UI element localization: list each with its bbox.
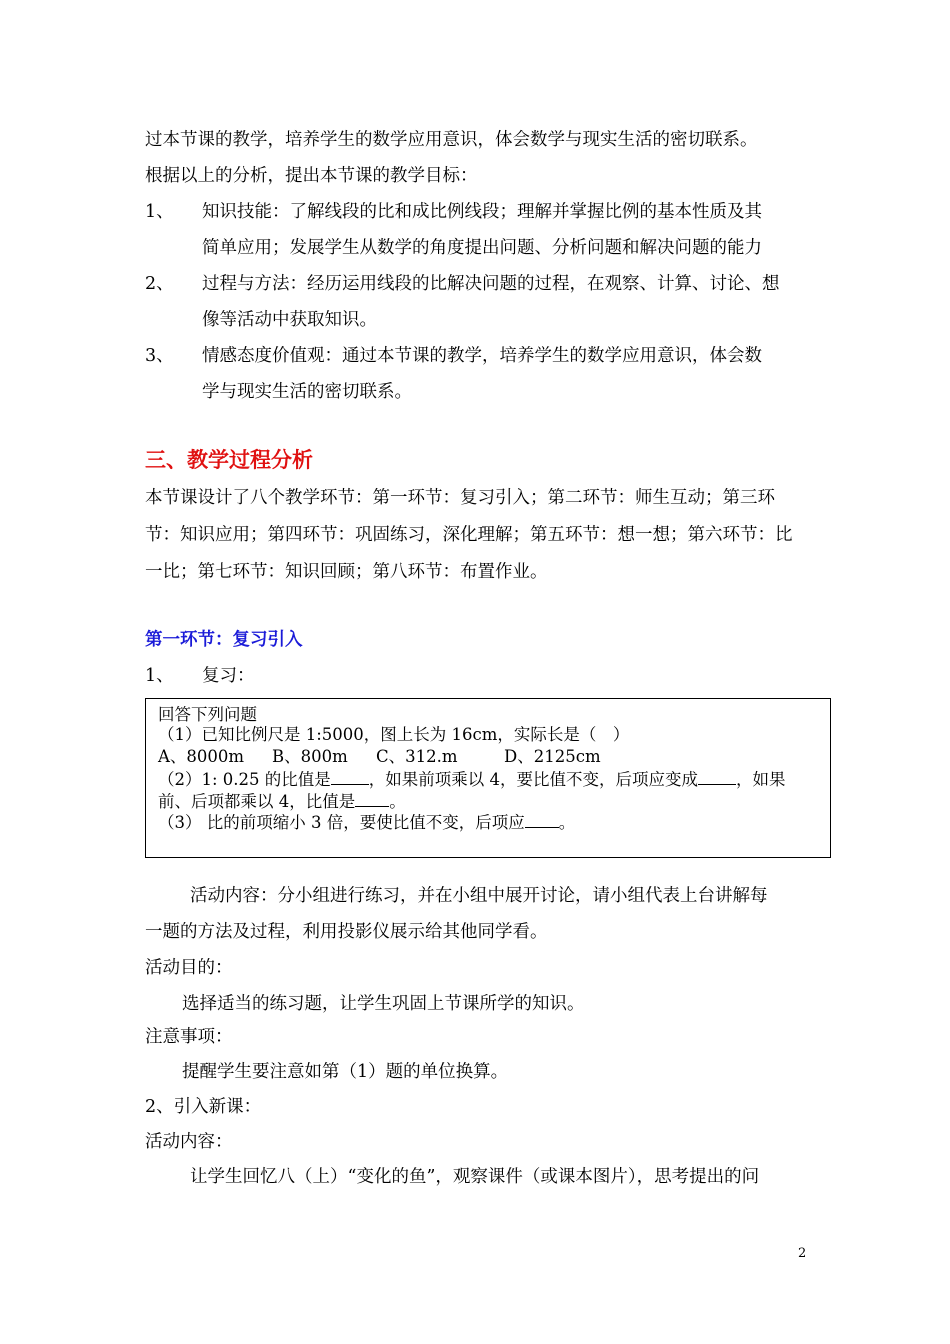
intro-line-2: 根据以上的分析，提出本节课的教学目标： (145, 166, 478, 186)
section-3-para-line-3: 一比；第七环节：知识回顾；第八环节：布置作业。 (145, 562, 548, 582)
exercise-option-b: B、800m (272, 747, 348, 766)
activity-content-label: 活动内容： (145, 1132, 233, 1152)
q2-blank-2 (698, 769, 736, 785)
q3-text-a: （3） 比的前项缩小 3 倍，要使比值不变，后项应 (158, 813, 525, 832)
step-1-heading: 第一环节：复习引入 (145, 630, 303, 650)
goal-3-line-1: 情感态度价值观：通过本节课的教学，培养学生的数学应用意识，体会数 (202, 346, 762, 366)
section-3-para-line-2: 节：知识应用；第四环节：巩固练习，深化理解；第五环节：想一想；第六环节：比 (145, 525, 793, 545)
page-number: 2 (798, 1246, 807, 1261)
goal-1-line-1: 知识技能：了解线段的比和成比例线段；理解并掌握比例的基本性质及其 (202, 202, 762, 222)
goal-2-line-2: 像等活动中获取知识。 (202, 310, 377, 330)
q2-text-b: ，如果前项乘以 4，要比值不变，后项应变成 (368, 770, 699, 789)
goal-1-line-2: 简单应用；发展学生从数学的角度提出问题、分析问题和解决问题的能力 (202, 238, 762, 258)
goal-2-line-1: 过程与方法：经历运用线段的比解决问题的过程，在观察、计算、讨论、想 (202, 274, 780, 294)
step-1-item-label: 复习： (202, 666, 255, 686)
exercise-question-2-line-2 (158, 791, 406, 812)
note-text: 提醒学生要注意如第（1）题的单位换算。 (182, 1062, 509, 1082)
section-3-para-line-1: 本节课设计了八个教学环节：第一环节：复习引入；第二环节：师生互动；第三环 (145, 488, 775, 508)
exercise-question-3 (158, 812, 575, 833)
section-3-heading: 三、教学过程分析 (145, 447, 313, 472)
goal-3-number: 3、 (145, 346, 174, 366)
goal-1-number: 1、 (145, 202, 174, 222)
q3-text-b: 。 (558, 813, 576, 832)
activity-last-line: 让学生回忆八（上）“变化的鱼”，观察课件（或课本图片），思考提出的问 (190, 1167, 760, 1187)
exercise-option-c: C、312.m (376, 747, 458, 766)
activity-purpose-label: 活动目的： (145, 958, 233, 978)
q2-blank-3 (355, 791, 389, 807)
q2-blank-1 (331, 769, 369, 785)
goal-2-number: 2、 (145, 274, 174, 294)
exercise-option-d: D、2125cm (504, 747, 601, 766)
exercise-box (145, 698, 831, 858)
q2-text-d: 前、后项都乘以 4，比值是 (158, 792, 356, 811)
goal-3-line-2: 学与现实生活的密切联系。 (202, 382, 412, 402)
q3-blank (525, 812, 559, 828)
q2-text-e: 。 (389, 792, 406, 811)
note-label: 注意事项： (145, 1027, 233, 1047)
exercise-question-1: （1）已知比例尺是 1:5000，图上长为 16cm，实际长是（ ） (158, 725, 630, 744)
step-1-item-number: 1、 (145, 666, 174, 686)
intro-line-1: 过本节课的教学，培养学生的数学应用意识，体会数学与现实生活的密切联系。 (145, 130, 758, 150)
activity-content-line-2: 一题的方法及过程，利用投影仪展示给其他同学看。 (145, 922, 548, 942)
activity-purpose-text: 选择适当的练习题，让学生巩固上节课所学的知识。 (182, 994, 585, 1014)
q2-text-a: （2）1: 0.25 的比值是 (158, 770, 331, 789)
q2-text-c: ，如果 (736, 770, 786, 789)
exercise-title: 回答下列问题 (158, 705, 257, 724)
exercise-option-a: A、8000m (158, 747, 245, 766)
item-2-label: 2、引入新课： (145, 1097, 262, 1117)
exercise-question-2-line-1 (158, 769, 786, 790)
activity-content-line-1: 活动内容：分小组进行练习，并在小组中展开讨论，请小组代表上台讲解每 (190, 886, 768, 906)
